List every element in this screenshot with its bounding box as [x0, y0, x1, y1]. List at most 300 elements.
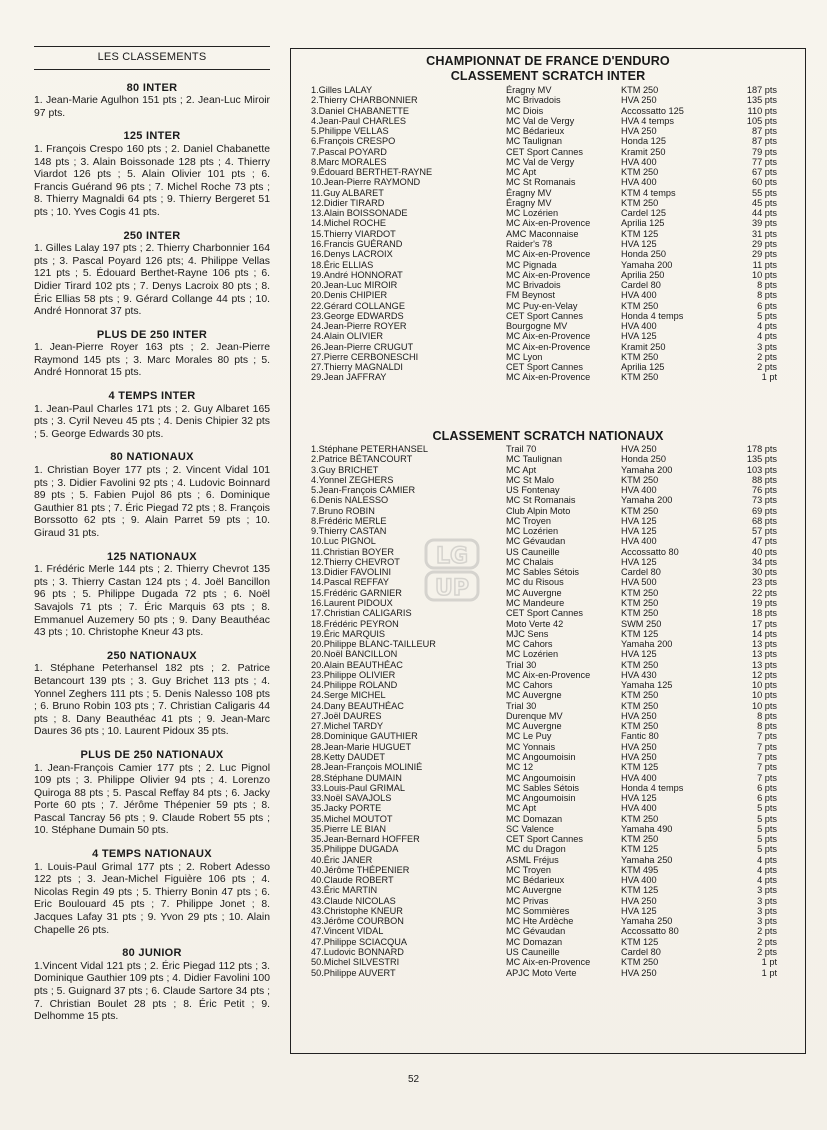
points: 187 pts — [746, 85, 777, 95]
motorcycle: HVA 4 temps — [621, 115, 674, 126]
table-row — [291, 629, 805, 639]
rider-name: 24.Jean-Pierre ROYER — [311, 321, 407, 332]
rider-name: 12.Thierry CHEVROT — [311, 556, 400, 567]
rider-name: 43.Éric MARTIN — [311, 885, 378, 896]
points: 5 pts — [757, 844, 777, 855]
table-row — [291, 711, 805, 721]
motorcycle: Honda 250 — [621, 454, 666, 465]
points: 18 pts — [751, 608, 777, 619]
points: 31 pts — [751, 228, 777, 239]
points: 103 pts — [746, 464, 777, 475]
points: 73 pts — [751, 495, 777, 506]
points: 2 pts — [757, 362, 777, 373]
table-row — [291, 865, 805, 875]
rider-name: 9.Thierry CASTAN — [311, 526, 387, 537]
table-row — [291, 803, 805, 813]
rider-name: 16.Francis GUÉRAND — [311, 238, 403, 249]
motorcycle: HVA 430 — [621, 669, 657, 680]
club-name: MC Pignada — [506, 259, 557, 270]
table-row — [291, 239, 805, 249]
club-name: MC Aix-en-Provence — [506, 372, 591, 383]
points: 4 pts — [757, 854, 777, 865]
club-name: MC Yonnais — [506, 741, 556, 752]
rider-name: 4.Yonnel ZEGHERS — [311, 474, 394, 485]
rider-name: 47.Vincent VIDAL — [311, 926, 384, 937]
table-row — [291, 926, 805, 936]
club-name: MC Brivadois — [506, 280, 561, 291]
club-name: Club Alpin Moto — [506, 505, 571, 516]
points: 8 pts — [757, 280, 777, 291]
motorcycle: Kramit 250 — [621, 146, 666, 157]
rider-name: 28.Jean-Marie HUGUET — [311, 741, 412, 752]
table-row — [291, 229, 805, 239]
category-title: 80 NATIONAUX — [110, 451, 194, 464]
rider-name: 18.Frédéric PEYRON — [311, 618, 399, 629]
points: 7 pts — [757, 762, 777, 773]
rider-name: 43.Christophe KNEUR — [311, 905, 403, 916]
rider-name: 20.Philippe BLANC-TAILLEUR — [311, 639, 436, 650]
points: 1 pt — [761, 967, 777, 978]
club-name: MC Sables Sétois — [506, 567, 580, 578]
motorcycle: KTM 250 — [621, 721, 659, 732]
club-name: MC Domazan — [506, 936, 563, 947]
table-row — [291, 352, 805, 362]
club-name: Moto Verte 42 — [506, 618, 564, 629]
club-name: CET Sport Cannes — [506, 834, 583, 845]
club-name: MC Domazan — [506, 813, 563, 824]
rider-name: 33.Noël SAVAJOLS — [311, 793, 392, 804]
table-row — [291, 218, 805, 228]
table-row — [291, 639, 805, 649]
club-name: FM Beynost — [506, 290, 556, 301]
club-name: MC Val de Vergy — [506, 115, 575, 126]
table-row — [291, 290, 805, 300]
club-name: MC Lozérien — [506, 526, 559, 537]
motorcycle: SWM 250 — [621, 618, 662, 629]
points: 4 pts — [757, 321, 777, 332]
motorcycle: Accossatto 80 — [621, 546, 679, 557]
table-row — [291, 188, 805, 198]
table-row — [291, 342, 805, 352]
points: 14 pts — [751, 628, 777, 639]
rider-name: 43.Claude NICOLAS — [311, 895, 396, 906]
results-box — [290, 48, 806, 1054]
club-name: MC Aix-en-Provence — [506, 669, 591, 680]
rider-name: 8.Frédéric MERLE — [311, 515, 387, 526]
championship-title: CHAMPIONNAT DE FRANCE D'ENDURO — [426, 54, 670, 68]
motorcycle: Yamaha 200 — [621, 259, 673, 270]
rider-name: 13.Alain BOISSONADE — [311, 208, 408, 219]
rider-name: 28.Dominique GAUTHIER — [311, 731, 418, 742]
motorcycle: KTM 125 — [621, 885, 659, 896]
table-row — [291, 311, 805, 321]
points: 29 pts — [751, 249, 777, 260]
table-row — [291, 536, 805, 546]
club-name: CET Sport Cannes — [506, 146, 583, 157]
table-row — [291, 742, 805, 752]
rider-name: 7.Bruno ROBIN — [311, 505, 375, 516]
points: 44 pts — [751, 208, 777, 219]
motorcycle: KTM 125 — [621, 844, 659, 855]
club-name: MC Aix-en-Provence — [506, 249, 591, 260]
rider-name: 3.Daniel CHABANETTE — [311, 105, 410, 116]
points: 3 pts — [757, 905, 777, 916]
table-row — [291, 690, 805, 700]
table-row — [291, 506, 805, 516]
rider-name: 5.Jean-François CAMIER — [311, 485, 416, 496]
table-row — [291, 762, 805, 772]
motorcycle: KTM 250 — [621, 85, 659, 95]
motorcycle: HVA 400 — [621, 772, 657, 783]
motorcycle: KTM 250 — [621, 300, 659, 311]
motorcycle: Honda 4 temps — [621, 310, 684, 321]
club-name: MC Aix-en-Provence — [506, 331, 591, 342]
table-row — [291, 773, 805, 783]
club-name: MC Gévaudan — [506, 926, 566, 937]
table-row — [291, 516, 805, 526]
club-name: MC Privas — [506, 895, 549, 906]
rider-name: 40.Jérôme THÉPENIER — [311, 864, 410, 875]
rider-name: 50.Philippe AUVERT — [311, 967, 396, 978]
rider-name: 19.Éric MARQUIS — [311, 628, 386, 639]
rider-name: 24.Alain OLIVIER — [311, 331, 384, 342]
points: 4 pts — [757, 864, 777, 875]
table-row — [291, 136, 805, 146]
motorcycle: Aprilia 125 — [621, 218, 665, 229]
rider-name: 10.Jean-Pierre RAYMOND — [311, 177, 421, 188]
table-row — [291, 619, 805, 629]
motorcycle: Honda 250 — [621, 249, 666, 260]
motorcycle: Cardel 80 — [621, 280, 661, 291]
rider-name: 24.Dany BEAUTHÉAC — [311, 700, 404, 711]
club-name: MC du Dragon — [506, 844, 566, 855]
points: 13 pts — [751, 659, 777, 670]
club-name: MC Val de Vergy — [506, 156, 575, 167]
points: 3 pts — [757, 916, 777, 927]
club-name: MC Auvergne — [506, 721, 562, 732]
motorcycle: KTM 125 — [621, 936, 659, 947]
table-row — [291, 157, 805, 167]
points: 2 pts — [757, 351, 777, 362]
motorcycle: HVA 400 — [621, 536, 657, 547]
points: 10 pts — [751, 680, 777, 691]
rider-name: 2.Patrice BÉTANCOURT — [311, 454, 413, 465]
rider-name: 24.Philippe ROLAND — [311, 680, 398, 691]
scratch-inter-title: CLASSEMENT SCRATCH INTER — [450, 69, 646, 83]
points: 7 pts — [757, 751, 777, 762]
club-name: MC Mandeure — [506, 597, 565, 608]
rider-name: 6.Denis NALESSO — [311, 495, 389, 506]
table-row — [291, 362, 805, 372]
motorcycle: KTM 250 — [621, 167, 659, 178]
club-name: MC Lozérien — [506, 649, 559, 660]
table-row — [291, 875, 805, 885]
motorcycle: KTM 250 — [621, 474, 659, 485]
club-name: APJC Moto Verte — [506, 967, 577, 978]
table-row — [291, 885, 805, 895]
category-results: 1. Jean-Marie Agulhon 151 pts ; 2. Jean-Luc Miroir 97 pts. — [34, 95, 270, 119]
motorcycle: HVA 125 — [621, 515, 657, 526]
rider-name: 20.Jean-Luc MIROIR — [311, 280, 398, 291]
motorcycle: HVA 400 — [621, 803, 657, 814]
table-row — [291, 280, 805, 290]
table-row — [291, 896, 805, 906]
table-row — [291, 834, 805, 844]
motorcycle: HVA 250 — [621, 444, 657, 454]
rider-name: 15.Thierry VIARDOT — [311, 228, 396, 239]
motorcycle: KTM 250 — [621, 690, 659, 701]
category-results: 1. Stéphane Peterhansel 182 pts ; 2. Patrice Betancourt 139 pts ; 3. Guy Brichet 113 pts ; 4. Yonnel Zeghers 111 pts ; 5. Denis Nalesso 108 pts ; 6. Bruno Robin 103 pts ; 7. Christian Caligaris 44 pts ; 8. Dany Beauthéac 41 pts ; 9. Jean-Marc Daures 36 pts ; 10. Laurent Pidoux 35 pts. — [34, 663, 270, 738]
rider-name: 23.George EDWARDS — [311, 310, 404, 321]
table-row — [291, 721, 805, 731]
club-name: CET Sport Cannes — [506, 310, 583, 321]
classements-header: LES CLASSEMENTS — [34, 46, 270, 70]
rider-name: 35.Philippe DUGADA — [311, 844, 399, 855]
points: 2 pts — [757, 936, 777, 947]
rider-name: 20.Alain BEAUTHÉAC — [311, 659, 403, 670]
points: 6 pts — [757, 793, 777, 804]
scratch-nationaux-title: CLASSEMENT SCRATCH NATIONAUX — [432, 429, 664, 443]
points: 1 pt — [761, 957, 777, 968]
category-title: 125 NATIONAUX — [107, 550, 197, 563]
rider-name: 2.Thierry CHARBONNIER — [311, 95, 418, 106]
category-list — [34, 82, 270, 1024]
points: 7 pts — [757, 741, 777, 752]
rider-name: 23.Philippe OLIVIER — [311, 669, 396, 680]
table-row — [291, 844, 805, 854]
club-name: MC Auvergne — [506, 690, 562, 701]
table-row — [291, 116, 805, 126]
club-name: AMC Maconnaise — [506, 228, 579, 239]
rider-name: 35.Pierre LE BIAN — [311, 823, 387, 834]
motorcycle: HVA 125 — [621, 238, 657, 249]
rider-name: 16.Denys LACROIX — [311, 249, 393, 260]
table-row — [291, 680, 805, 690]
table-row — [291, 957, 805, 967]
points: 67 pts — [751, 167, 777, 178]
club-name: MC Chalais — [506, 556, 554, 567]
table-row — [291, 608, 805, 618]
club-name: MC du Risous — [506, 577, 564, 588]
club-name: Trial 30 — [506, 700, 537, 711]
points: 4 pts — [757, 875, 777, 886]
points: 34 pts — [751, 556, 777, 567]
rider-name: 35.Jacky PORTE — [311, 803, 382, 814]
points: 87 pts — [751, 136, 777, 147]
points: 8 pts — [757, 721, 777, 732]
category-results: 1.Vincent Vidal 121 pts ; 2. Éric Piegad 112 pts ; 3. Dominique Gauthier 109 pts ; 4. Didier Favolini 100 pts ; 5. Guignard 37 pts ; 6. Claude Sartore 34 pts ; 7. Christian Boulet 28 pts ; 8. Éric Petit ; 9. Delhomme 15 pts. — [34, 960, 270, 1023]
club-name: CET Sport Cannes — [506, 608, 583, 619]
points: 68 pts — [751, 515, 777, 526]
club-name: MC Apt — [506, 167, 537, 178]
points: 5 pts — [757, 834, 777, 845]
rider-name: 24.Serge MICHEL — [311, 690, 386, 701]
table-row — [291, 85, 805, 95]
table-row — [291, 968, 805, 978]
table-row — [291, 731, 805, 741]
rider-name: 20.Noël BANCILLON — [311, 649, 398, 660]
club-name: MC Taulignan — [506, 136, 563, 147]
rider-name: 47.Philippe SCIACQUA — [311, 936, 408, 947]
club-name: MC Le Puy — [506, 731, 552, 742]
points: 4 pts — [757, 331, 777, 342]
points: 10 pts — [751, 269, 777, 280]
motorcycle: Honda 125 — [621, 136, 666, 147]
motorcycle: Cardel 125 — [621, 208, 666, 219]
table-row — [291, 937, 805, 947]
motorcycle: Honda 4 temps — [621, 782, 684, 793]
motorcycle: KTM 495 — [621, 864, 659, 875]
points: 13 pts — [751, 639, 777, 650]
club-name: CET Sport Cannes — [506, 362, 583, 373]
club-name: MC Bédarieux — [506, 126, 565, 137]
category-title: 80 JUNIOR — [122, 947, 182, 960]
table-row — [291, 916, 805, 926]
table-row — [291, 147, 805, 157]
club-name: MC Taulignan — [506, 454, 563, 465]
motorcycle: KTM 250 — [621, 813, 659, 824]
table-row — [291, 270, 805, 280]
table-row — [291, 814, 805, 824]
table-row — [291, 198, 805, 208]
points: 2 pts — [757, 926, 777, 937]
motorcycle: KTM 125 — [621, 628, 659, 639]
points: 110 pts — [747, 105, 777, 116]
left-column-classements — [34, 46, 270, 1034]
club-name: US Fontenay — [506, 485, 560, 496]
motorcycle: KTM 250 — [621, 834, 659, 845]
rider-name: 35.Jean-Bernard HOFFER — [311, 834, 420, 845]
points: 8 pts — [757, 290, 777, 301]
club-name: MC Apt — [506, 803, 537, 814]
rider-name: 6.François CRESPO — [311, 136, 396, 147]
points: 7 pts — [757, 772, 777, 783]
club-name: MC St Romanais — [506, 495, 576, 506]
category-title: 4 TEMPS NATIONAUX — [92, 848, 212, 861]
table-row — [291, 177, 805, 187]
rider-name: 47.Ludovic BONNARD — [311, 947, 404, 958]
motorcycle: Aprilia 250 — [621, 269, 665, 280]
points: 39 pts — [751, 218, 777, 229]
club-name: MC Brivadois — [506, 95, 561, 106]
club-name: MC 12 — [506, 762, 534, 773]
table-row — [291, 444, 805, 454]
points: 8 pts — [757, 710, 777, 721]
club-name: US Cauneille — [506, 947, 560, 958]
club-name: MC Hte Ardèche — [506, 916, 574, 927]
motorcycle: HVA 400 — [621, 321, 657, 332]
club-name: MC Cahors — [506, 680, 553, 691]
points: 79 pts — [751, 146, 777, 157]
category-title: 250 NATIONAUX — [107, 649, 197, 662]
motorcycle: HVA 500 — [621, 577, 657, 588]
rider-name: 43.Jérôme COURBON — [311, 916, 404, 927]
club-name: Durenque MV — [506, 710, 563, 721]
club-name: US Cauneille — [506, 546, 560, 557]
category-title: 125 INTER — [123, 130, 181, 143]
points: 135 pts — [746, 454, 777, 465]
rider-name: 28.Ketty DAUDET — [311, 751, 386, 762]
motorcycle: HVA 400 — [621, 177, 657, 188]
rider-name: 4.Jean-Paul CHARLES — [311, 115, 406, 126]
club-name: MC Sommières — [506, 905, 570, 916]
rider-name: 27.Thierry MAGNALDI — [311, 362, 403, 373]
svg-text:LG: LG — [435, 544, 469, 569]
motorcycle: HVA 125 — [621, 526, 657, 537]
club-name: MC Diois — [506, 105, 544, 116]
rider-name: 40.Claude ROBERT — [311, 875, 394, 886]
club-name: MC Lyon — [506, 351, 543, 362]
scratch-nationaux-table — [291, 444, 805, 978]
motorcycle: HVA 250 — [621, 967, 657, 978]
motorcycle: KTM 125 — [621, 228, 659, 239]
points: 19 pts — [751, 597, 777, 608]
points: 3 pts — [757, 341, 777, 352]
points: 105 pts — [746, 115, 777, 126]
motorcycle: KTM 250 — [621, 587, 659, 598]
table-row — [291, 95, 805, 105]
rider-name: 10.Luc PIGNOL — [311, 536, 376, 547]
table-row — [291, 485, 805, 495]
motorcycle: KTM 125 — [621, 762, 659, 773]
motorcycle: HVA 250 — [621, 95, 657, 106]
club-name: MC Angoumoisin — [506, 772, 576, 783]
category-results: 1. François Crespo 160 pts ; 2. Daniel Chabanette 148 pts ; 3. Alain Boissonade 128 pts ; 4. Thierry Viardot 126 pts ; 5. Alain Olivier 101 pts ; 6. Francis Guérand 96 pts ; 7. Michel Roche 73 pts ; 8. Thierry Magnaldi 64 pts ; 9. Thierry Bergeret 51 pts ; 10. Yves Cogis 41 pts. — [34, 143, 270, 218]
club-name: Trial 30 — [506, 659, 537, 670]
motorcycle: HVA 400 — [621, 156, 657, 167]
rider-name: 27.Pierre CERBONESCHI — [311, 351, 419, 362]
table-row — [291, 331, 805, 341]
points: 29 pts — [751, 238, 777, 249]
table-row — [291, 752, 805, 762]
club-name: MC Gévaudan — [506, 536, 566, 547]
motorcycle: HVA 400 — [621, 485, 657, 496]
motorcycle: HVA 250 — [621, 751, 657, 762]
motorcycle: KTM 250 — [621, 659, 659, 670]
points: 77 pts — [751, 156, 777, 167]
scratch-inter-table — [291, 85, 805, 383]
rider-name: 11.Christian BOYER — [311, 546, 395, 557]
club-name: MC Aix-en-Provence — [506, 218, 591, 229]
table-row — [291, 475, 805, 485]
motorcycle: KTM 4 temps — [621, 187, 676, 198]
table-row — [291, 598, 805, 608]
points: 5 pts — [757, 813, 777, 824]
table-row — [291, 454, 805, 464]
rider-name: 28.Jean-François MOLINIÉ — [311, 762, 423, 773]
motorcycle: Fantic 80 — [621, 731, 659, 742]
rider-name: 20.Denis CHIPIER — [311, 290, 388, 301]
rider-name: 50.Michel SILVESTRI — [311, 957, 400, 968]
rider-name: 16.Laurent PIDOUX — [311, 597, 393, 608]
table-row — [291, 126, 805, 136]
club-name: MC Angoumoisin — [506, 751, 576, 762]
rider-name: 27.Joël DAURES — [311, 710, 382, 721]
table-row — [291, 249, 805, 259]
rider-name: 13.Didier FAVOLINI — [311, 567, 391, 578]
table-row — [291, 824, 805, 834]
category-title: 250 INTER — [123, 229, 181, 242]
points: 23 pts — [751, 577, 777, 588]
table-row — [291, 547, 805, 557]
table-row — [291, 649, 805, 659]
motorcycle: Yamaha 250 — [621, 916, 673, 927]
points: 12 pts — [751, 669, 777, 680]
svg-text:UP: UP — [435, 576, 469, 601]
page-number: 52 — [407, 1074, 420, 1085]
motorcycle: HVA 250 — [621, 710, 657, 721]
motorcycle: HVA 125 — [621, 649, 657, 660]
